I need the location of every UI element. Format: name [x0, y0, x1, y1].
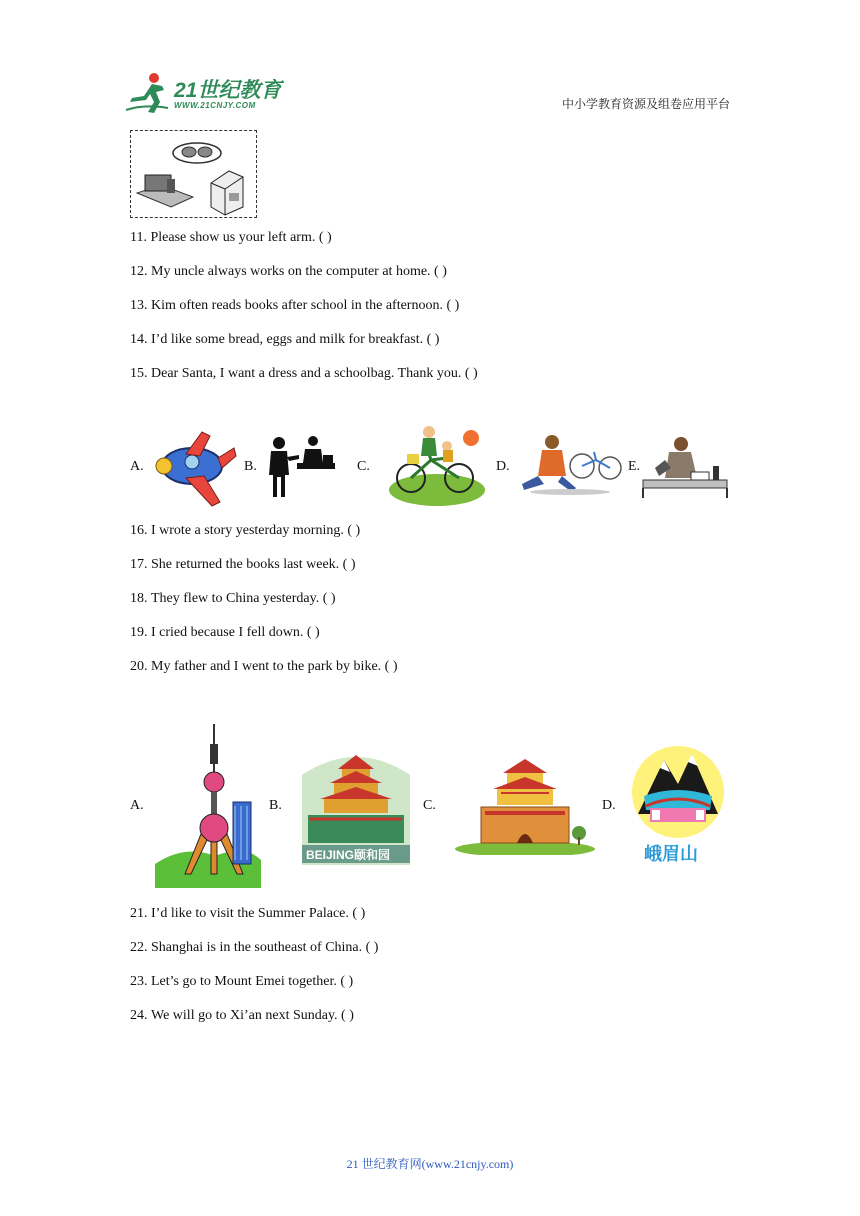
breakfast-icon [131, 131, 256, 217]
question-text: I wrote a story yesterday morning. ( ) [151, 523, 361, 538]
mount-emei-caption: 峨眉山 [644, 844, 698, 865]
question-text: I’d like some bread, eggs and milk for breakfast. ( ) [151, 332, 440, 347]
header-tagline: 中小学教育资源及组卷应用平台 [561, 97, 730, 111]
question-number: 18. [130, 591, 148, 606]
option-b-label: B. [269, 798, 282, 813]
option-d-picture [518, 432, 622, 501]
question-number: 12. [130, 264, 148, 279]
question-text: Shanghai is in the southeast of China. ( ) [151, 940, 379, 955]
question-24 [130, 1007, 354, 1025]
page-footer: 21 世纪教育网(www.21cnjy.com) [346, 1157, 514, 1171]
question-14 [130, 331, 439, 349]
question-text: Kim often reads books after school in the afternoon. ( ) [151, 298, 460, 313]
option-a-picture [152, 428, 238, 513]
option-b-picture [298, 745, 414, 870]
question-12 [130, 263, 447, 281]
question-number: 16. [130, 523, 148, 538]
mount-emei-icon [630, 744, 726, 868]
site-logo [124, 70, 289, 118]
family-bike-icon [387, 420, 487, 508]
writer-at-desk-icon [641, 434, 731, 500]
option-d-picture [630, 744, 726, 873]
question-number: 24. [130, 1008, 148, 1023]
option-a-label: A. [130, 459, 144, 474]
option-c-picture [387, 420, 487, 513]
question-17 [130, 556, 356, 574]
question-text: Dear Santa, I want a dress and a schoolbag. Thank you. ( ) [151, 366, 478, 381]
option-d-label: D. [496, 459, 510, 474]
question-number: 22. [130, 940, 148, 955]
question-15 [130, 365, 478, 383]
option-a-label: A. [130, 798, 144, 813]
question-19 [130, 624, 320, 642]
question-21 [130, 905, 365, 923]
question-number: 23. [130, 974, 148, 989]
option-d-label: D. [602, 798, 616, 813]
question-text: She returned the books last week. ( ) [151, 557, 356, 572]
option-b-picture [267, 433, 337, 504]
question-text: I’d like to visit the Summer Palace. ( ) [151, 906, 366, 921]
question-text: Please show us your left arm. ( ) [150, 230, 332, 245]
question-text: Let’s go to Mount Emei together. ( ) [151, 974, 354, 989]
question-number: 14. [130, 332, 148, 347]
xian-bell-tower-icon [455, 755, 595, 855]
question-11 [130, 229, 332, 247]
question-text: We will go to Xi’an next Sunday. ( ) [151, 1008, 354, 1023]
question-number: 17. [130, 557, 148, 572]
summer-palace-caption: BEIJING颐和园 [306, 848, 391, 862]
airplane-icon [152, 428, 238, 508]
question-number: 20. [130, 659, 148, 674]
library-counter-icon [267, 433, 337, 499]
option-b-label: B. [244, 459, 257, 474]
logo-text: 21世纪教育 [174, 79, 282, 102]
question-13 [130, 297, 459, 315]
question-text: My uncle always works on the computer at home. ( ) [151, 264, 447, 279]
option-a-picture [155, 724, 263, 893]
question-23 [130, 973, 353, 991]
question-number: 11. [130, 230, 147, 245]
logo-url: WWW.21CNJY.COM [174, 101, 256, 110]
question-16 [130, 522, 360, 540]
question-number: 13. [130, 298, 148, 313]
option-c-label: C. [423, 798, 436, 813]
question-20 [130, 658, 397, 676]
oriental-pearl-tower-icon [155, 724, 263, 888]
question-22 [130, 939, 378, 957]
question-number: 15. [130, 366, 148, 381]
question-text: My father and I went to the park by bike. ( ) [151, 659, 398, 674]
option-c-label: C. [357, 459, 370, 474]
option-e-picture [641, 434, 731, 505]
question-text: They flew to China yesterday. ( ) [151, 591, 336, 606]
question-18 [130, 590, 336, 608]
question-text: I cried because I fell down. ( ) [151, 625, 320, 640]
question-number: 19. [130, 625, 148, 640]
fallen-cyclist-icon [518, 432, 622, 496]
runner-logo-icon [124, 70, 172, 116]
summer-palace-icon [298, 745, 414, 865]
breakfast-picture [130, 130, 257, 218]
option-e-label: E. [628, 459, 641, 474]
option-c-picture [455, 755, 595, 860]
question-number: 21. [130, 906, 148, 921]
